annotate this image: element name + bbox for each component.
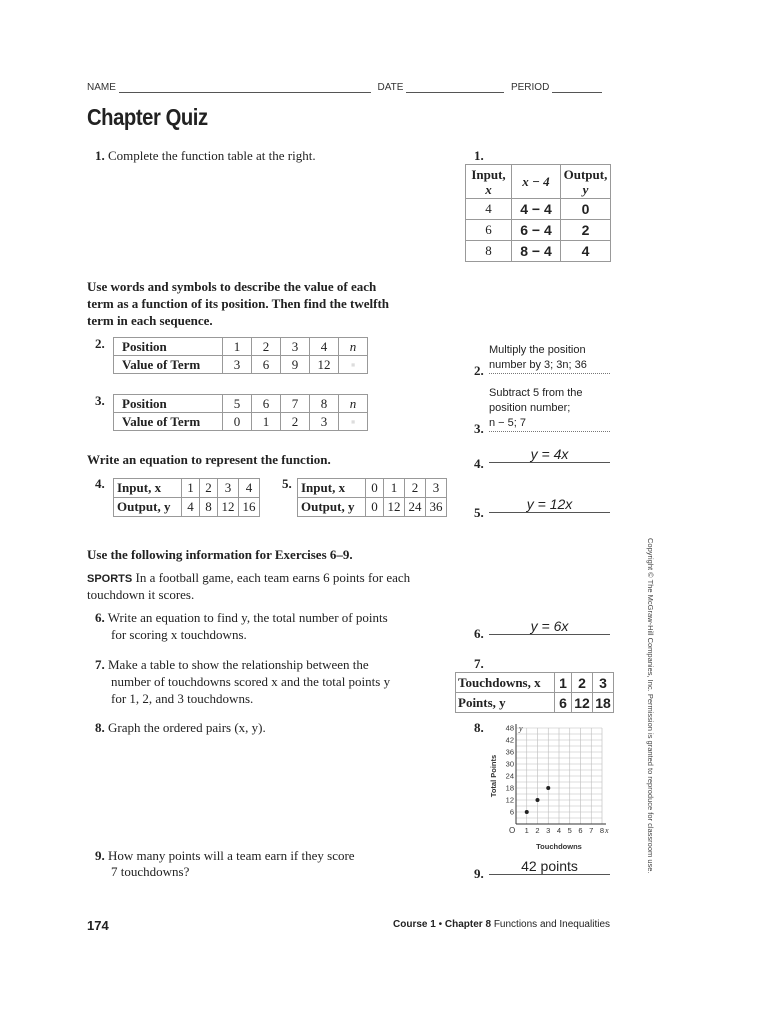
answer-6: y = 6x <box>489 618 610 635</box>
answer-5: y = 12x <box>489 496 610 513</box>
data-point <box>546 786 550 790</box>
header-input: Input, x <box>466 165 512 199</box>
origin-label: O <box>509 826 516 835</box>
y-tick-label: 48 <box>505 723 514 733</box>
cell: 12 <box>218 498 239 517</box>
cell: 3 <box>593 673 614 693</box>
cell: n <box>339 338 368 356</box>
question-1 <box>95 148 316 164</box>
cell: 12 <box>572 693 593 713</box>
question-text: Complete the function table at the right. <box>108 148 316 163</box>
answer-5-number: 5. <box>474 505 484 520</box>
function-table-q4 <box>113 478 260 517</box>
answer-6-number: 6. <box>474 626 484 641</box>
question-8: 8. Graph the ordered pairs (x, y). <box>95 720 266 735</box>
question-9: 9. How many points will a team earn if they score 7 touchdowns? <box>95 848 355 879</box>
y-tick-label: 6 <box>509 807 514 817</box>
answer-2-number: 2. <box>474 363 484 378</box>
cell: 4 <box>310 338 339 356</box>
function-table-q5 <box>297 478 447 517</box>
function-table-q1 <box>465 164 611 262</box>
cell: 3 <box>223 356 252 374</box>
question-number: 1. <box>95 148 105 163</box>
cell: 1 <box>182 479 200 498</box>
answer-7-number: 7. <box>474 656 484 671</box>
sports-label: SPORTS <box>87 573 133 585</box>
row-label: Position <box>114 395 223 413</box>
question-2-number: 2. <box>95 336 105 351</box>
cell: 16 <box>239 498 260 517</box>
section-instructions-2: Write an equation to represent the function. <box>87 452 331 467</box>
answer-2: Multiply the position number by 3; 3n; 36 <box>489 343 610 374</box>
question-5-number: 5. <box>282 476 292 491</box>
scatter-plot <box>486 720 612 852</box>
x-tick-label: 5 <box>567 826 572 835</box>
cell: 2 <box>281 413 310 431</box>
x-tick-label: 3 <box>546 826 551 835</box>
y-tick-label: 12 <box>505 795 514 805</box>
sequence-table-q3 <box>113 394 368 431</box>
cell: 3 <box>218 479 239 498</box>
name-label: NAME <box>87 82 116 93</box>
period-label: PERIOD <box>510 82 550 93</box>
answer-3-number: 3. <box>474 421 484 436</box>
cell-expression: 4 − 4 <box>512 199 561 220</box>
cell: 4 <box>239 479 260 498</box>
x-tick-label: 1 <box>524 826 529 835</box>
cell: 18 <box>593 693 614 713</box>
answer-3: Subtract 5 from the position number; n − 5; 7 <box>489 386 610 432</box>
cell: 12 <box>384 498 405 517</box>
y-tick-label: 24 <box>505 771 514 781</box>
answer-9: 42 points <box>489 858 610 875</box>
cell-output: 0 <box>561 199 611 220</box>
row-label: Touchdowns, x <box>456 673 555 693</box>
cell: 0 <box>366 498 384 517</box>
x-axis-letter: x <box>605 826 609 835</box>
cell: 8 <box>200 498 218 517</box>
cell: 7 <box>281 395 310 413</box>
answer-9-number: 9. <box>474 866 484 881</box>
y-tick-label: 42 <box>505 735 514 745</box>
question-7: 7. Make a table to show the relationship between the number of touchdowns scored x and the total points y for 1, 2, and 3 touchdowns. <box>95 657 391 706</box>
name-field[interactable] <box>119 80 371 93</box>
cell: 1 <box>555 673 572 693</box>
header <box>87 80 602 93</box>
row-label: Input, x <box>298 479 366 498</box>
row-label: Points, y <box>456 693 555 713</box>
y-axis-label: Total Points <box>489 754 498 798</box>
date-label: DATE <box>377 82 404 93</box>
page-title: Chapter Quiz <box>87 104 208 130</box>
row-label: Output, y <box>114 498 182 517</box>
cell: 3 <box>281 338 310 356</box>
question-3-number: 3. <box>95 393 105 408</box>
section-instructions-3: Use the following information for Exercises 6–9. <box>87 547 353 562</box>
cell-output: 4 <box>561 241 611 262</box>
x-tick-label: 7 <box>589 826 594 835</box>
cell: 1 <box>252 413 281 431</box>
x-tick-label: 8 <box>599 826 605 835</box>
sequence-table-q2 <box>113 337 368 374</box>
date-field[interactable] <box>406 80 504 93</box>
answer-1-number: 1. <box>474 148 484 163</box>
footer-course: Course 1 • Chapter 8 Functions and Inequalities <box>393 919 610 930</box>
row-label: Output, y <box>298 498 366 517</box>
x-tick-label: 4 <box>556 826 562 835</box>
cell-input: 6 <box>466 220 512 241</box>
section-instructions-1: Use words and symbols to describe the value of each term as a function of its position. Then find the twelfth term in each sequence. <box>87 279 390 328</box>
x-tick-label: 6 <box>578 826 583 835</box>
sports-context: SPORTS In a football game, each team earns 6 points for each touchdown it scores. <box>87 570 411 602</box>
cell: 6 <box>252 356 281 374</box>
cell: ▪ <box>339 356 368 374</box>
cell-expression: 8 − 4 <box>512 241 561 262</box>
cell: 0 <box>366 479 384 498</box>
question-4-number: 4. <box>95 476 105 491</box>
cell-input: 4 <box>466 199 512 220</box>
cell-expression: 6 − 4 <box>512 220 561 241</box>
page-number: 174 <box>87 918 109 933</box>
cell: 2 <box>572 673 593 693</box>
cell: 24 <box>405 498 426 517</box>
cell: 12 <box>310 356 339 374</box>
y-axis-letter: y <box>519 724 523 733</box>
y-tick-label: 30 <box>505 759 514 769</box>
y-tick-label: 18 <box>505 783 514 793</box>
cell-input: 8 <box>466 241 512 262</box>
header-expression: x − 4 <box>512 165 561 199</box>
cell: 1 <box>223 338 252 356</box>
y-tick-label: 36 <box>505 747 514 757</box>
row-label: Value of Term <box>114 356 223 374</box>
cell: 2 <box>252 338 281 356</box>
cell: 36 <box>426 498 447 517</box>
cell: 0 <box>223 413 252 431</box>
row-label: Value of Term <box>114 413 223 431</box>
header-output: Output, y <box>561 165 611 199</box>
x-tick-label: 2 <box>535 826 540 835</box>
cell: 2 <box>200 479 218 498</box>
x-axis-label: Touchdowns <box>536 842 582 851</box>
cell: 4 <box>182 498 200 517</box>
cell: 5 <box>223 395 252 413</box>
cell: 6 <box>252 395 281 413</box>
copyright-notice: Copyright © The McGraw-Hill Companies, Inc. Permission is granted to reproduce for classroom use. <box>646 538 655 874</box>
answer-8-number: 8. <box>474 720 484 735</box>
touchdown-table-q7 <box>455 672 614 713</box>
cell: 3 <box>310 413 339 431</box>
answer-4-number: 4. <box>474 456 484 471</box>
cell: 2 <box>405 479 426 498</box>
cell: 3 <box>426 479 447 498</box>
answer-4: y = 4x <box>489 446 610 463</box>
row-label: Position <box>114 338 223 356</box>
period-field[interactable] <box>552 80 602 93</box>
cell: 6 <box>555 693 572 713</box>
data-point <box>525 810 529 814</box>
data-point <box>536 798 540 802</box>
cell: 8 <box>310 395 339 413</box>
cell: n <box>339 395 368 413</box>
cell: 1 <box>384 479 405 498</box>
cell: ▪ <box>339 413 368 431</box>
question-6: 6. Write an equation to find y, the total number of points for scoring x touchdowns. <box>95 610 388 642</box>
cell-output: 2 <box>561 220 611 241</box>
row-label: Input, x <box>114 479 182 498</box>
cell: 9 <box>281 356 310 374</box>
